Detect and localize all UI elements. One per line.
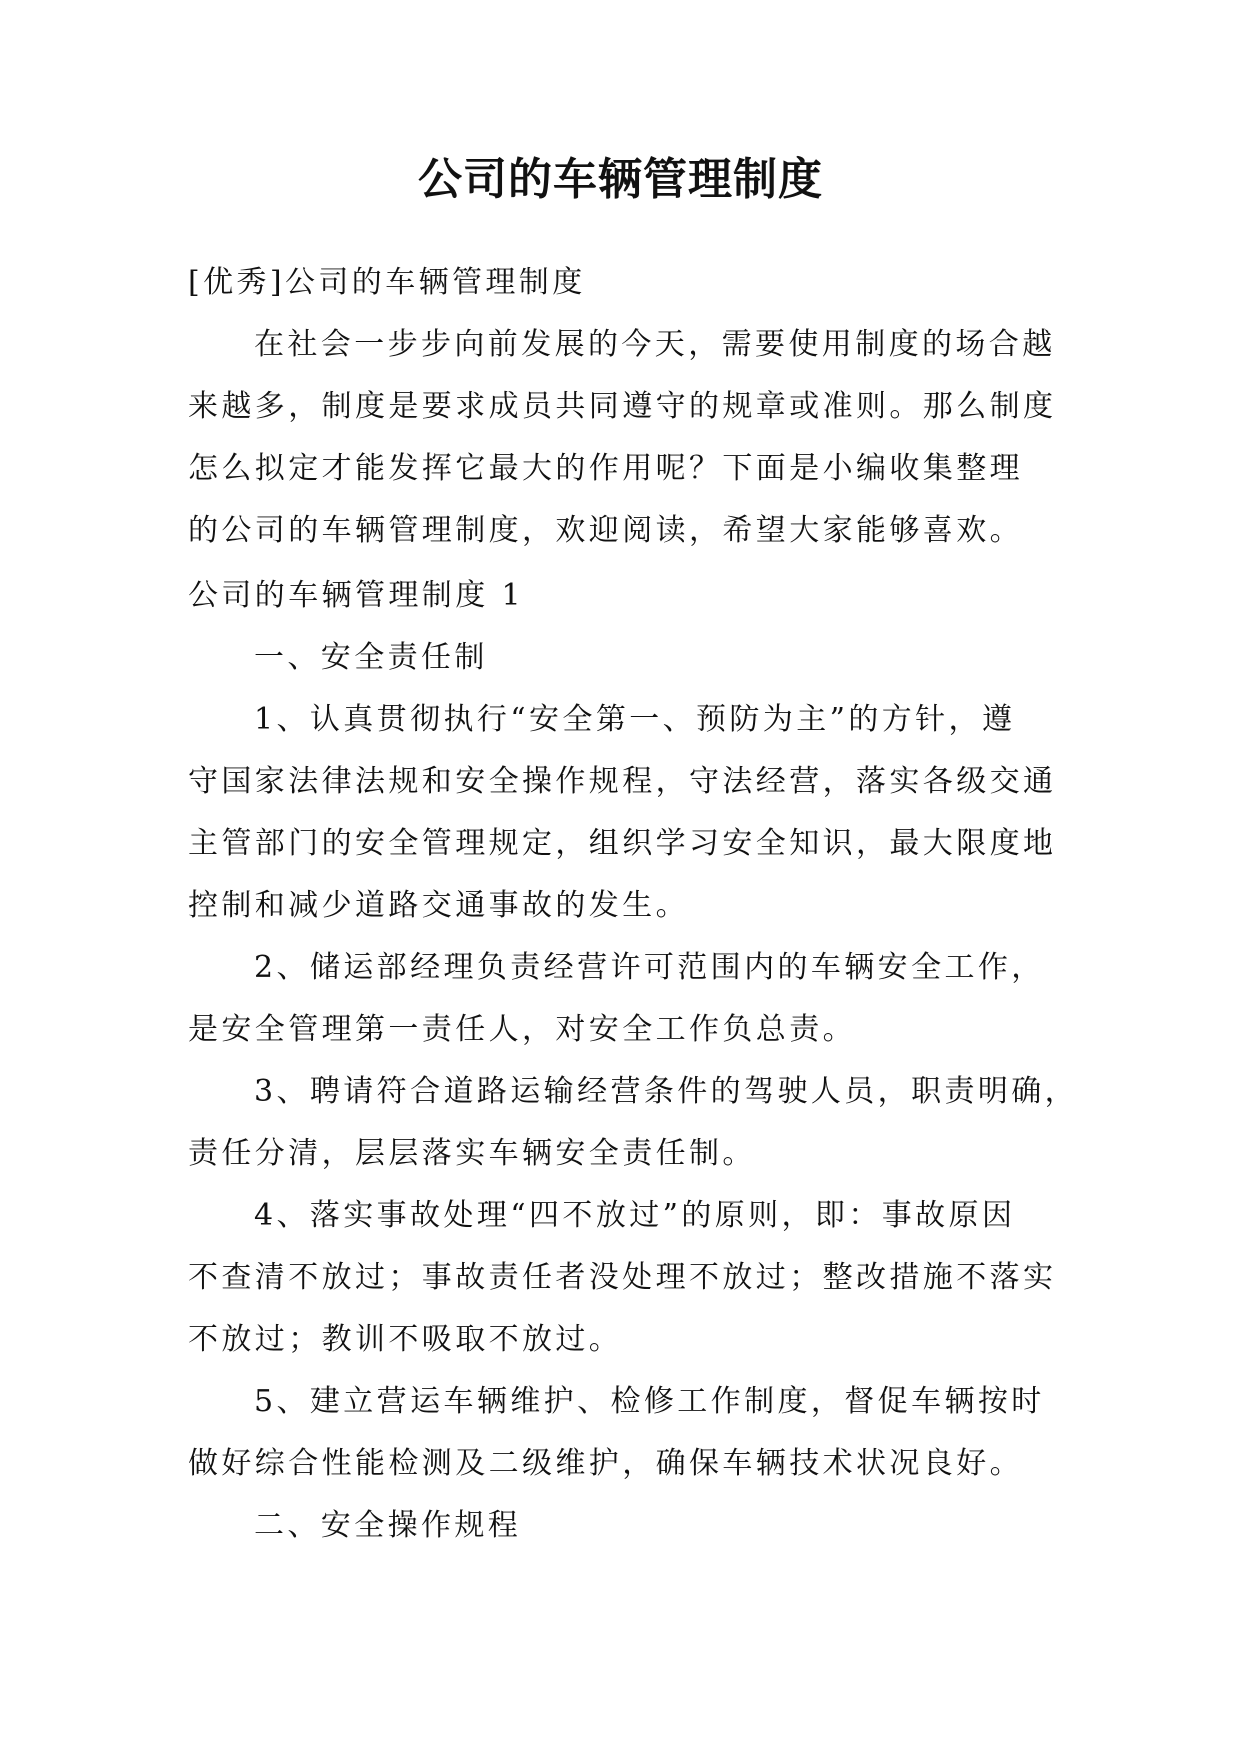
intro-line: 的公司的车辆管理制度，欢迎阅读，希望大家能够喜欢。 <box>188 513 1023 548</box>
item-1-line: 控制和减少道路交通事故的发生。 <box>188 888 689 923</box>
item-4-line: 不放过；教训不吸取不放过。 <box>188 1322 623 1357</box>
item-3-line: 责任分清，层层落实车辆安全责任制。 <box>188 1136 756 1171</box>
intro-line: 在社会一步步向前发展的今天，需要使用制度的场合越 <box>254 327 1056 362</box>
heading-safety-procedures: 二、安全操作规程 <box>254 1508 522 1543</box>
item-1-line: 守国家法律法规和安全操作规程，守法经营，落实各级交通 <box>188 764 1057 799</box>
item-1-line: 主管部门的安全管理规定，组织学习安全知识，最大限度地 <box>188 826 1057 861</box>
intro-line: 来越多，制度是要求成员共同遵守的规章或准则。那么制度 <box>188 389 1057 424</box>
item-2-line: 2、储运部经理负责经营许可范围内的车辆安全工作， <box>254 950 1045 985</box>
item-2-line: 是安全管理第一责任人，对安全工作负总责。 <box>188 1012 856 1047</box>
document-title: 公司的车辆管理制度 <box>418 154 823 205</box>
item-3-line: 3、聘请符合道路运输经营条件的驾驶人员，职责明确， <box>254 1074 1079 1109</box>
item-5-line: 做好综合性能检测及二级维护，确保车辆技术状况良好。 <box>188 1446 1023 1481</box>
section-block <box>188 565 1079 1557</box>
item-5-line: 5、建立营运车辆维护、检修工作制度，督促车辆按时 <box>254 1384 1045 1419</box>
intro-block <box>188 252 1056 562</box>
section-title: 公司的车辆管理制度 1 <box>188 578 525 613</box>
item-4-line: 不查清不放过；事故责任者没处理不放过；整改措施不落实 <box>188 1260 1057 1295</box>
intro-line: 怎么拟定才能发挥它最大的作用呢？下面是小编收集整理 <box>188 451 1023 486</box>
document-subtitle: [优秀]公司的车辆管理制度 <box>188 265 586 300</box>
item-1-line: 1、认真贯彻执行“安全第一、预防为主”的方针，遵 <box>254 702 1016 737</box>
item-4-line: 4、落实事故处理“四不放过”的原则，即：事故原因 <box>254 1198 1016 1233</box>
heading-safety-responsibility: 一、安全责任制 <box>254 640 488 675</box>
